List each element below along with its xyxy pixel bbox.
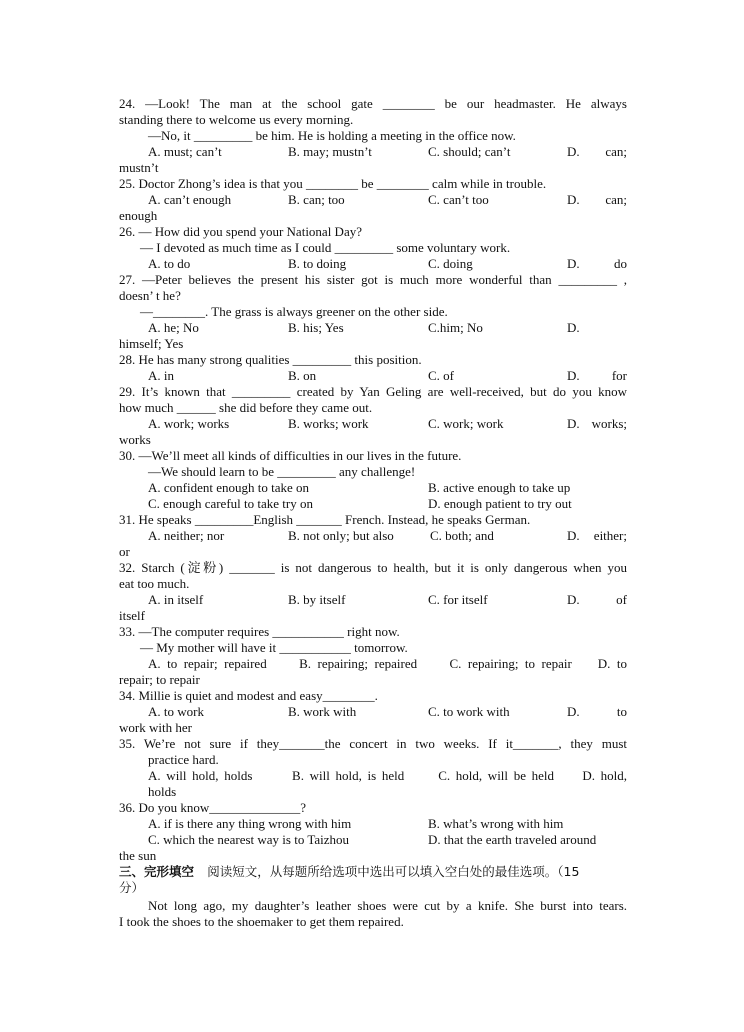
q26-option-a: A. to do — [148, 256, 191, 271]
question-line: holds — [148, 784, 177, 799]
question-line: 36. Do you know______________? — [119, 800, 307, 815]
question-line: or — [119, 544, 130, 559]
q28-option-a: A. in — [148, 368, 174, 383]
question-line: work with her — [119, 720, 192, 735]
q32-option-d: D. of — [567, 592, 627, 607]
question-line: 32. Starch (淀粉) _______ is not dangerous to health, but it is only dangerous when you — [119, 560, 627, 575]
passage-line-2: I took the shoes to the shoemaker to get them repaired. — [119, 914, 404, 929]
question-line: eat too much. — [119, 576, 190, 591]
question-line: practice hard. — [148, 752, 219, 767]
q24-option-c: C. should; can’t — [428, 144, 511, 159]
option-b: B. active enough to take up — [428, 480, 571, 495]
option-a: C. enough careful to take try on — [148, 496, 313, 511]
question-line: repair; to repair — [119, 672, 200, 687]
q27-option-d: D. — [567, 320, 580, 335]
question-line: works — [119, 432, 151, 447]
question-line: the sun — [119, 848, 157, 863]
q28-option-b: B. on — [288, 368, 317, 383]
question-line: 35. We’re not sure if they_______the concert in two weeks. If it_______, they must — [119, 736, 627, 751]
q34-option-a: A. to work — [148, 704, 204, 719]
q29-option-d: D. works; — [567, 416, 627, 431]
q31-option-c: C. both; and — [430, 528, 494, 543]
q29-option-c: C. work; work — [428, 416, 504, 431]
question-line: 24. —Look! The man at the school gate ________ be our headmaster. He always — [119, 96, 627, 111]
q27-option-b: B. his; Yes — [288, 320, 344, 335]
question-line: standing there to welcome us every morning. — [119, 112, 354, 127]
question-line: 33. —The computer requires ___________ right now. — [119, 624, 400, 639]
option-a: C. which the nearest way is to Taizhou — [148, 832, 350, 847]
q31-option-b: B. not only; but also — [288, 528, 394, 543]
q31-option-d: D. either; — [567, 528, 627, 543]
q32-option-c: C. for itself — [428, 592, 488, 607]
question-line: 28. He has many strong qualities _________ this position. — [119, 352, 422, 367]
question-line: 26. — How did you spend your National Day? — [119, 224, 362, 239]
section-title — [119, 864, 627, 880]
question-line: 34. Millie is quiet and modest and easy________. — [119, 688, 378, 703]
q26-option-d: D. do — [567, 256, 627, 271]
question-line: 30. —We’ll meet all kinds of difficulties in our lives in the future. — [119, 448, 462, 463]
option-b: D. that the earth traveled around — [428, 832, 597, 847]
question-line: mustn’t — [119, 160, 159, 175]
passage-line-1: Not long ago, my daughter’s leather shoes were cut by a knife. She burst into tears. — [148, 898, 627, 913]
q34-option-b: B. work with — [288, 704, 357, 719]
question-line: doesn’ t he? — [119, 288, 181, 303]
section-instruction-cont: 分） — [119, 880, 145, 895]
q29-option-b: B. works; work — [288, 416, 369, 431]
q34-option-d: D. to — [567, 704, 627, 719]
q27-option-c: C.him; No — [428, 320, 483, 335]
question-line: how much ______ she did before they came out. — [119, 400, 373, 415]
question-line: 27. —Peter believes the present his sister got is much more wonderful than _________ , — [119, 272, 627, 287]
q32-option-b: B. by itself — [288, 592, 346, 607]
question-line: — My mother will have it ___________ tomorrow. — [140, 640, 408, 655]
option-b: B. what’s wrong with him — [428, 816, 564, 831]
question-line: 25. Doctor Zhong’s idea is that you ________ be ________ calm while in trouble. — [119, 176, 547, 191]
option-b: D. enough patient to try out — [428, 496, 572, 511]
q26-option-c: C. doing — [428, 256, 473, 271]
option-a: A. confident enough to take on — [148, 480, 310, 495]
question-line: —________. The grass is always greener on the other side. — [140, 304, 448, 319]
q27-option-a: A. he; No — [148, 320, 199, 335]
q24-option-b: B. may; mustn’t — [288, 144, 372, 159]
q24-option-a: A. must; can’t — [148, 144, 222, 159]
question-line: —No, it _________ be him. He is holding a meeting in the office now. — [148, 128, 516, 143]
question-line: 29. It’s known that _________ created by Yan Geling are well-received, but do you know — [119, 384, 627, 399]
question-line: enough — [119, 208, 158, 223]
section-instruction: 阅读短文，从每题所给选项中选出可以填入空白处的最佳选项。（15 — [207, 864, 580, 879]
q31-option-a: A. neither; nor — [148, 528, 225, 543]
option-a: A. if is there any thing wrong with him — [148, 816, 352, 831]
question-line: A. to repair; repaired B. repairing; repaired C. repairing; to repair D. to — [148, 656, 627, 671]
section-heading: 三、完形填空 — [119, 864, 195, 879]
q32-option-a: A. in itself — [148, 592, 204, 607]
question-line: itself — [119, 608, 145, 623]
q25-option-c: C. can’t too — [428, 192, 489, 207]
q34-option-c: C. to work with — [428, 704, 510, 719]
question-line: A. will hold, holds B. will hold, is held C. hold, will be held D. hold, — [148, 768, 627, 783]
question-line: 31. He speaks _________English _______ French. Instead, he speaks German. — [119, 512, 531, 527]
question-line: —We should learn to be _________ any challenge! — [148, 464, 416, 479]
question-line: himself; Yes — [119, 336, 184, 351]
q25-option-d: D. can; — [567, 192, 627, 207]
q25-option-b: B. can; too — [288, 192, 345, 207]
q25-option-a: A. can’t enough — [148, 192, 232, 207]
q28-option-c: C. of — [428, 368, 454, 383]
q29-option-a: A. work; works — [148, 416, 230, 431]
q24-option-d: D. can; — [567, 144, 627, 159]
q28-option-d: D. for — [567, 368, 627, 383]
q26-option-b: B. to doing — [288, 256, 347, 271]
question-line: — I devoted as much time as I could _________ some voluntary work. — [140, 240, 511, 255]
